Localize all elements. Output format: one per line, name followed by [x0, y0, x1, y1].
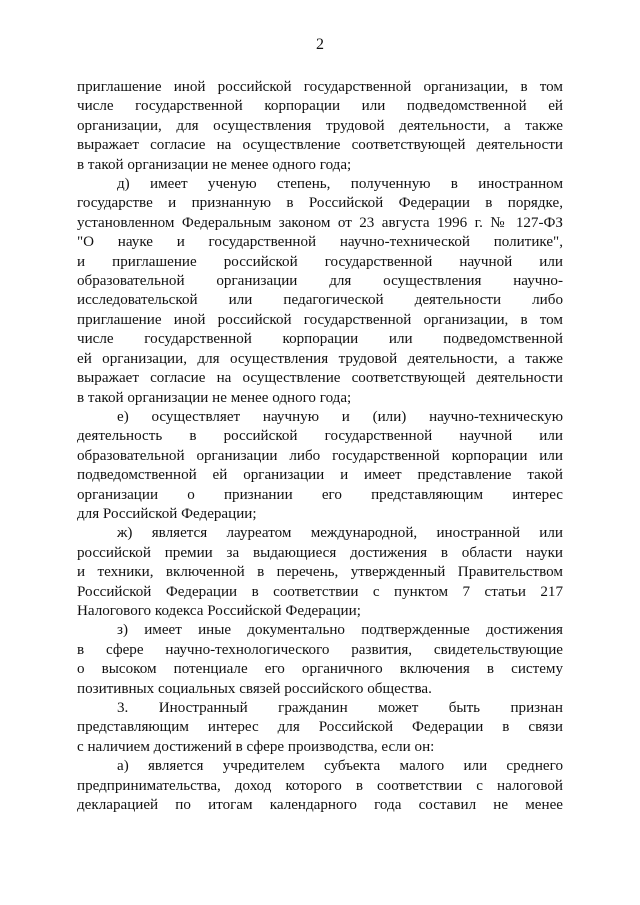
text-line: выражает согласие на осуществление соответствующей деятельности: [77, 370, 563, 387]
text-line: приглашение иной российской государственной организации, в том: [77, 311, 563, 328]
text-line: д) имеет ученую степень, полученную в иностранном: [117, 176, 563, 193]
text-line: 3. Иностранный гражданин может быть признан: [117, 700, 563, 716]
paragraph-item-z: [77, 621, 563, 699]
text-line: и техники, включенной в перечень, утвержденный Правительством: [77, 564, 563, 581]
text-line: числе государственной корпорации или подведомственной: [77, 331, 563, 348]
text-line: государстве и признанную в Российской Федерации в порядке,: [77, 195, 563, 212]
text-line: позитивных социальных связей российского общества.: [77, 680, 432, 697]
paragraph-item-e: [77, 408, 563, 524]
text-line: предпринимательства, доход которого в соответствии с налоговой: [77, 777, 563, 794]
text-line: е) осуществляет научную и (или) научно-техническую: [117, 408, 563, 425]
paragraph-item-d: [77, 175, 563, 408]
text-line: декларацией по итогам календарного года составил не менее: [77, 797, 563, 814]
text-line: ж) является лауреатом международной, иностранной или: [117, 525, 563, 542]
text-line: Налогового кодекса Российской Федерации;: [77, 602, 361, 619]
text-line: образовательной организации для осуществления научно-: [77, 273, 563, 290]
text-line: в сфере научно-технологического развития, свидетельствующие: [77, 641, 563, 658]
text-line: и приглашение российской государственной научной или: [77, 253, 563, 270]
text-line: организации о признании его представляющим интерес: [77, 486, 563, 503]
text-line: числе государственной корпорации или подведомственной ей: [77, 98, 563, 115]
text-line: приглашение иной российской государственной организации, в том: [77, 79, 563, 95]
paragraph-continuation: [77, 78, 563, 175]
document-body: [77, 78, 563, 815]
text-line: Российской Федерации в соответствии с пунктом 7 статьи 217: [77, 583, 563, 600]
text-line: "О науке и государственной научно-технической политике",: [77, 234, 563, 251]
text-line: деятельность в российской государственной научной или: [77, 428, 563, 445]
text-line: з) имеет иные документально подтвержденные достижения: [117, 622, 563, 639]
text-line: в такой организации не менее одного года;: [77, 156, 352, 173]
text-line: российской премии за выдающиеся достижения в области науки: [77, 544, 563, 561]
paragraph-section-3: [77, 699, 563, 757]
paragraph-item-zh: [77, 524, 563, 621]
text-line: ей организации, для осуществления трудовой деятельности, а также: [77, 350, 563, 367]
text-line: выражает согласие на осуществление соответствующей деятельности: [77, 137, 563, 154]
paragraph-item-a: [77, 757, 563, 815]
text-line: представляющим интерес для Российской Федерации в связи: [77, 719, 563, 736]
text-line: о высоком потенциале его органичного включения в систему: [77, 661, 563, 678]
page-number: 2: [316, 36, 324, 53]
text-line: с наличием достижений в сфере производства, если он:: [77, 738, 435, 755]
text-line: образовательной организации либо государственной корпорации или: [77, 447, 563, 464]
text-line: для Российской Федерации;: [77, 505, 257, 522]
text-line: установленном Федеральным законом от 23 августа 1996 г. № 127-ФЗ: [77, 214, 563, 231]
text-line: подведомственной ей организации и имеет представление такой: [77, 467, 563, 484]
text-line: организации, для осуществления трудовой деятельности, а также: [77, 117, 563, 134]
text-line: а) является учредителем субъекта малого или среднего: [117, 758, 563, 775]
text-line: в такой организации не менее одного года;: [77, 389, 352, 406]
text-line: исследовательской или педагогической деятельности либо: [77, 292, 563, 309]
